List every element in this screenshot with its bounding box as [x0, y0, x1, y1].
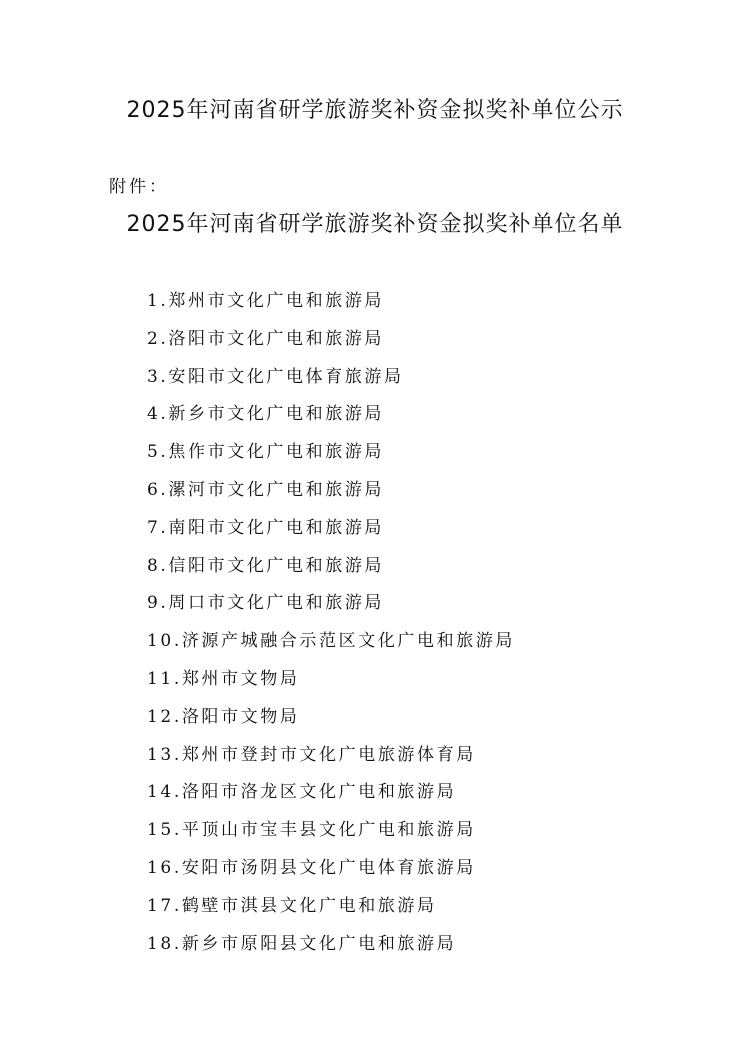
attachment-label: 附件： — [109, 177, 169, 197]
unit-list — [147, 287, 707, 967]
list-item: 15.平顶山市宝丰县文化广电和旅游局 — [147, 820, 476, 841]
list-item: 16.安阳市汤阴县文化广电体育旅游局 — [147, 857, 476, 878]
list-title: 2025年河南省研学旅游奖补资金拟奖补单位名单 — [126, 212, 624, 237]
list-item: 18.新乡市原阳县文化广电和旅游局 — [147, 933, 457, 954]
list-item: 7.南阳市文化广电和旅游局 — [147, 517, 385, 538]
list-item: 10.济源产城融合示范区文化广电和旅游局 — [147, 631, 516, 652]
list-item: 8.信阳市文化广电和旅游局 — [147, 555, 385, 576]
list-item: 13.郑州市登封市文化广电旅游体育局 — [147, 744, 476, 765]
list-item: 3.安阳市文化广电体育旅游局 — [147, 366, 404, 387]
list-item: 6.漯河市文化广电和旅游局 — [147, 479, 385, 500]
list-item: 12.洛阳市文物局 — [147, 706, 300, 727]
list-item: 11.郑州市文物局 — [147, 668, 300, 689]
list-item: 1.郑州市文化广电和旅游局 — [147, 291, 385, 311]
list-item: 14.洛阳市洛龙区文化广电和旅游局 — [147, 782, 457, 803]
list-item: 17.鹤壁市淇县文化广电和旅游局 — [147, 895, 437, 916]
list-item: 9.周口市文化广电和旅游局 — [147, 593, 385, 614]
list-item: 5.焦作市文化广电和旅游局 — [147, 442, 385, 463]
document-title: 2025年河南省研学旅游奖补资金拟奖补单位公示 — [126, 98, 624, 123]
list-item: 2.洛阳市文化广电和旅游局 — [147, 328, 385, 349]
list-item: 4.新乡市文化广电和旅游局 — [147, 404, 385, 425]
